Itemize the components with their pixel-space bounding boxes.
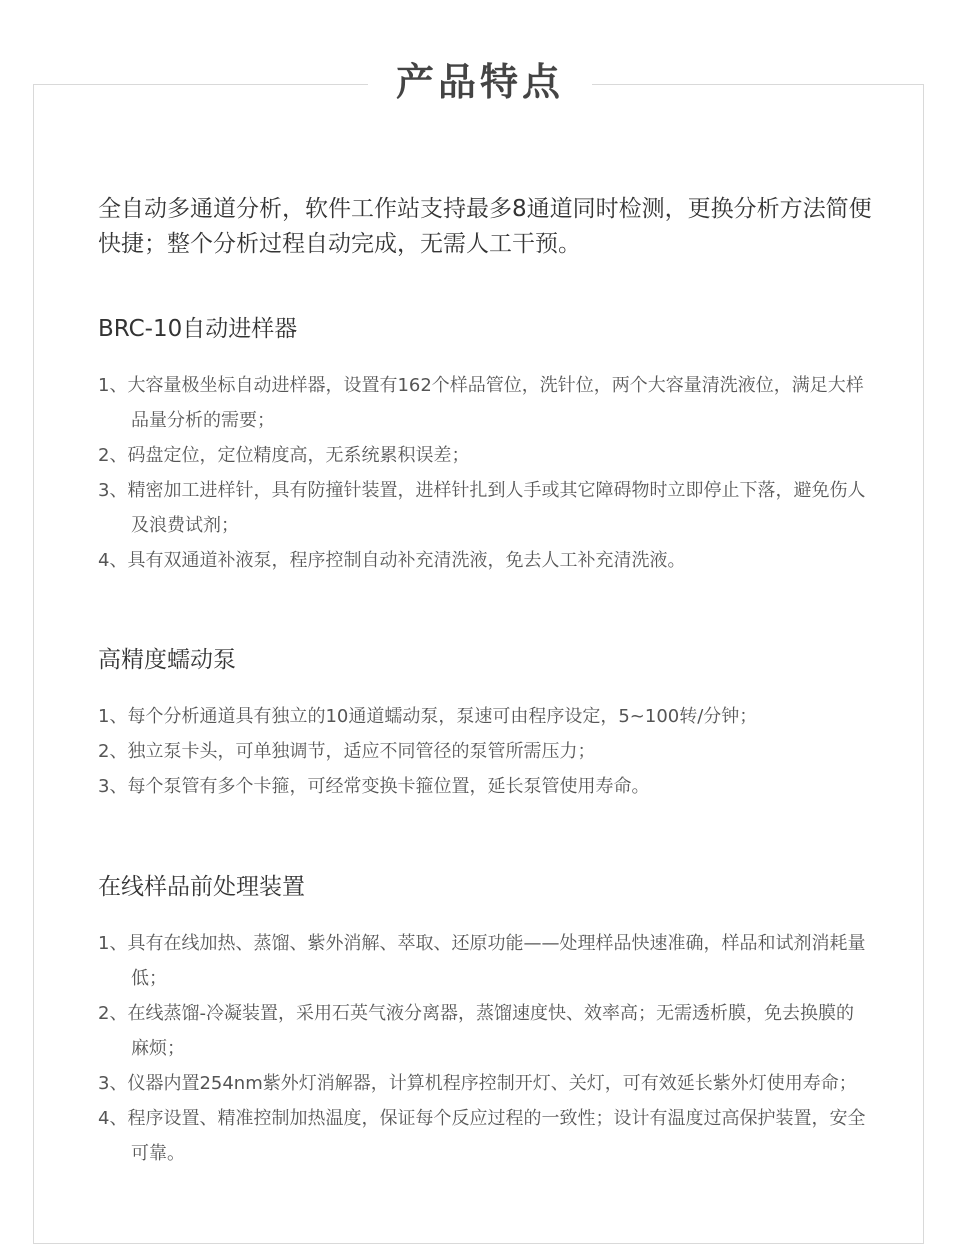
list-item: 2、码盘定位，定位精度高，无系统累积误差；	[98, 445, 470, 466]
list-item: 1、每个分析通道具有独立的10通道蠕动泵，泵速可由程序设定，5~100转/分钟；	[98, 706, 758, 727]
list-item: 2、在线蒸馏-冷凝装置，采用石英气液分离器，蒸馏速度快、效率高；无需透析膜，免去换膜的麻烦；	[98, 1003, 854, 1059]
section-list-autosampler	[98, 368, 868, 578]
list-item: 4、程序设置、精准控制加热温度，保证每个反应过程的一致性；设计有温度过高保护装置，安全可靠。	[98, 1108, 866, 1164]
list-item: 1、具有在线加热、蒸馏、紫外消解、萃取、还原功能——处理样品快速准确，样品和试剂消耗量低；	[98, 933, 866, 989]
list-item: 3、精密加工进样针，具有防撞针装置，进样针扎到人手或其它障碍物时立即停止下落，避免伤人及浪费试剂；	[98, 480, 866, 536]
section-list-pretreatment	[98, 926, 868, 1171]
list-item: 4、具有双通道补液泵，程序控制自动补充清洗液，免去人工补充清洗液。	[98, 550, 686, 571]
section-heading-pretreatment: 在线样品前处理装置	[98, 874, 305, 900]
page-title: 产品特点	[368, 56, 592, 108]
list-item: 3、每个泵管有多个卡箍，可经常变换卡箍位置，延长泵管使用寿命。	[98, 776, 650, 797]
intro-paragraph: 全自动多通道分析，软件工作站支持最多8通道同时检测，更换分析方法简便快捷；整个分析过程自动完成，无需人工干预。	[98, 196, 872, 257]
title-bar	[0, 56, 960, 108]
list-item: 3、仪器内置254nm紫外灯消解器，计算机程序控制开灯、关灯，可有效延长紫外灯使用寿命；	[98, 1073, 857, 1094]
section-heading-autosampler: BRC-10自动进样器	[98, 316, 298, 342]
list-item: 2、独立泵卡头，可单独调节，适应不同管径的泵管所需压力；	[98, 741, 596, 762]
list-item: 1、大容量极坐标自动进样器，设置有162个样品管位，洗针位，两个大容量清洗液位，满足大样品量分析的需要；	[98, 375, 864, 431]
section-heading-pump: 高精度蠕动泵	[98, 647, 236, 673]
section-list-pump	[98, 699, 868, 804]
